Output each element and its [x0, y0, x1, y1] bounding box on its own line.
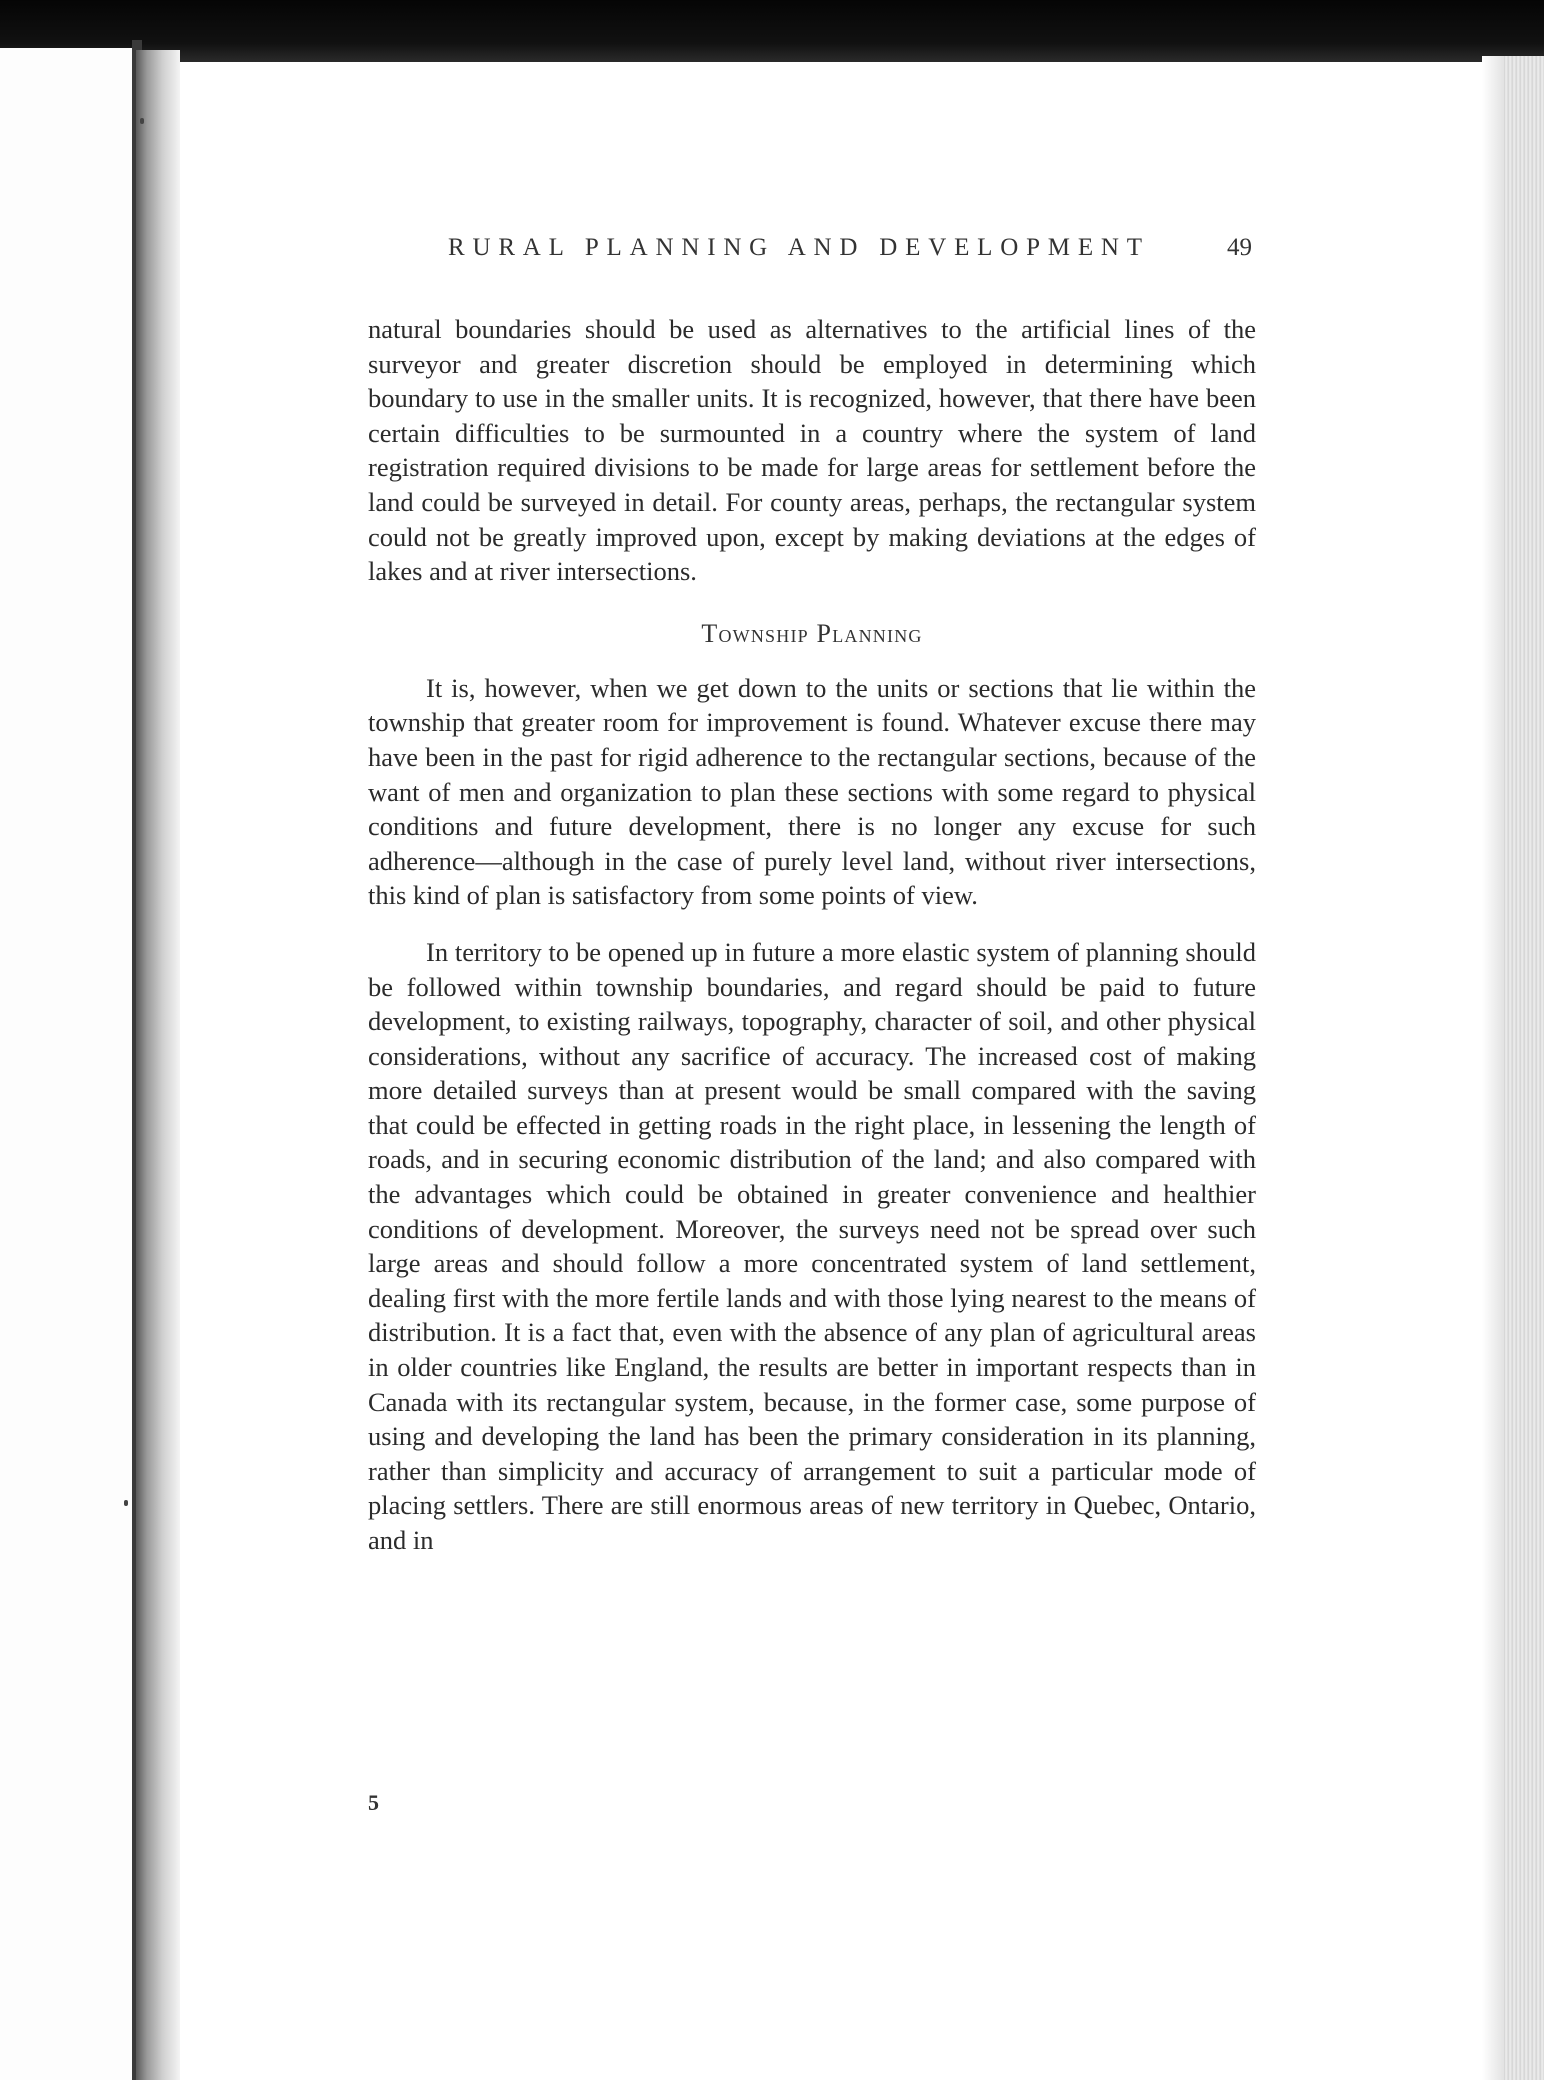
paragraph-gap	[368, 913, 1256, 935]
gutter-shadow	[136, 50, 180, 2080]
page-stack-edge	[1504, 56, 1544, 2080]
paragraph-3: In territory to be opened up in future a more elastic system of planning should be followed within township boundaries, and regard should be paid to future development, to existing railways, topography, character of soil, and other physical considerations, without any sacrifice of accuracy. The increased cost of making more detailed surveys than at present would be small compared with the saving that could be effected in getting roads in the right place, in lessening the length of roads, and in securing economic distribution of the land; and also compared with the advantages which could be obtained in greater convenience and healthier conditions of development. Moreover, the surveys need not be spread over such large areas and should follow a more concentrated system of land settlement, dealing first with the more fertile lands and with those lying nearest to the means of distribution. It is a fact that, even with the absence of any plan of agricultural areas in older countries like England, the results are better in important respects than in Canada with its rectangular system, because, in the former case, some purpose of using and developing the land has been the primary consideration in its planning, rather than simplicity and accuracy of arrangement to suit a particular mode of placing settlers. There are still enormous areas of new territory in Quebec, Ontario, and in	[368, 936, 1256, 1555]
paragraph-2: It is, however, when we get down to the units or sections that lie within the township that greater room for improvement is found. Whatever excuse there may have been in the past for rigid adherence to the rectangular sections, because of the want of men and organization to plan these sections with some regard to physical conditions and future development, there is no longer any excuse for such adherence—although in the case of purely level land, without river intersections, this kind of plan is satisfactory from some points of view.	[368, 672, 1256, 911]
signature-mark: 5	[368, 1790, 379, 1815]
scan-top-shadow	[0, 0, 1544, 62]
page-body	[368, 226, 1256, 1558]
scan-speck	[124, 1500, 128, 1506]
scan-speck	[140, 118, 144, 124]
running-head	[368, 226, 1256, 272]
running-title: RURAL PLANNING AND DEVELOPMENT	[448, 234, 1150, 261]
paragraph-1: natural boundaries should be used as alternatives to the artificial lines of the surveyor and greater discretion should be employed in determining which boundary to use in the smaller units. It is recognized, however, that there have been certain difficulties to be surmounted in a country where the system of land registration required divisions to be made for large areas for settlement before the land could be surveyed in detail. For county areas, perhaps, the rectangular system could not be greatly improved upon, except by making deviations at the edges of lakes and at river intersections.	[368, 314, 1256, 587]
page-edge-shadow	[1482, 56, 1504, 2080]
page-number: 49	[1227, 234, 1252, 261]
section-heading: Township Planning	[701, 618, 923, 648]
facing-page-edge	[0, 48, 140, 2080]
